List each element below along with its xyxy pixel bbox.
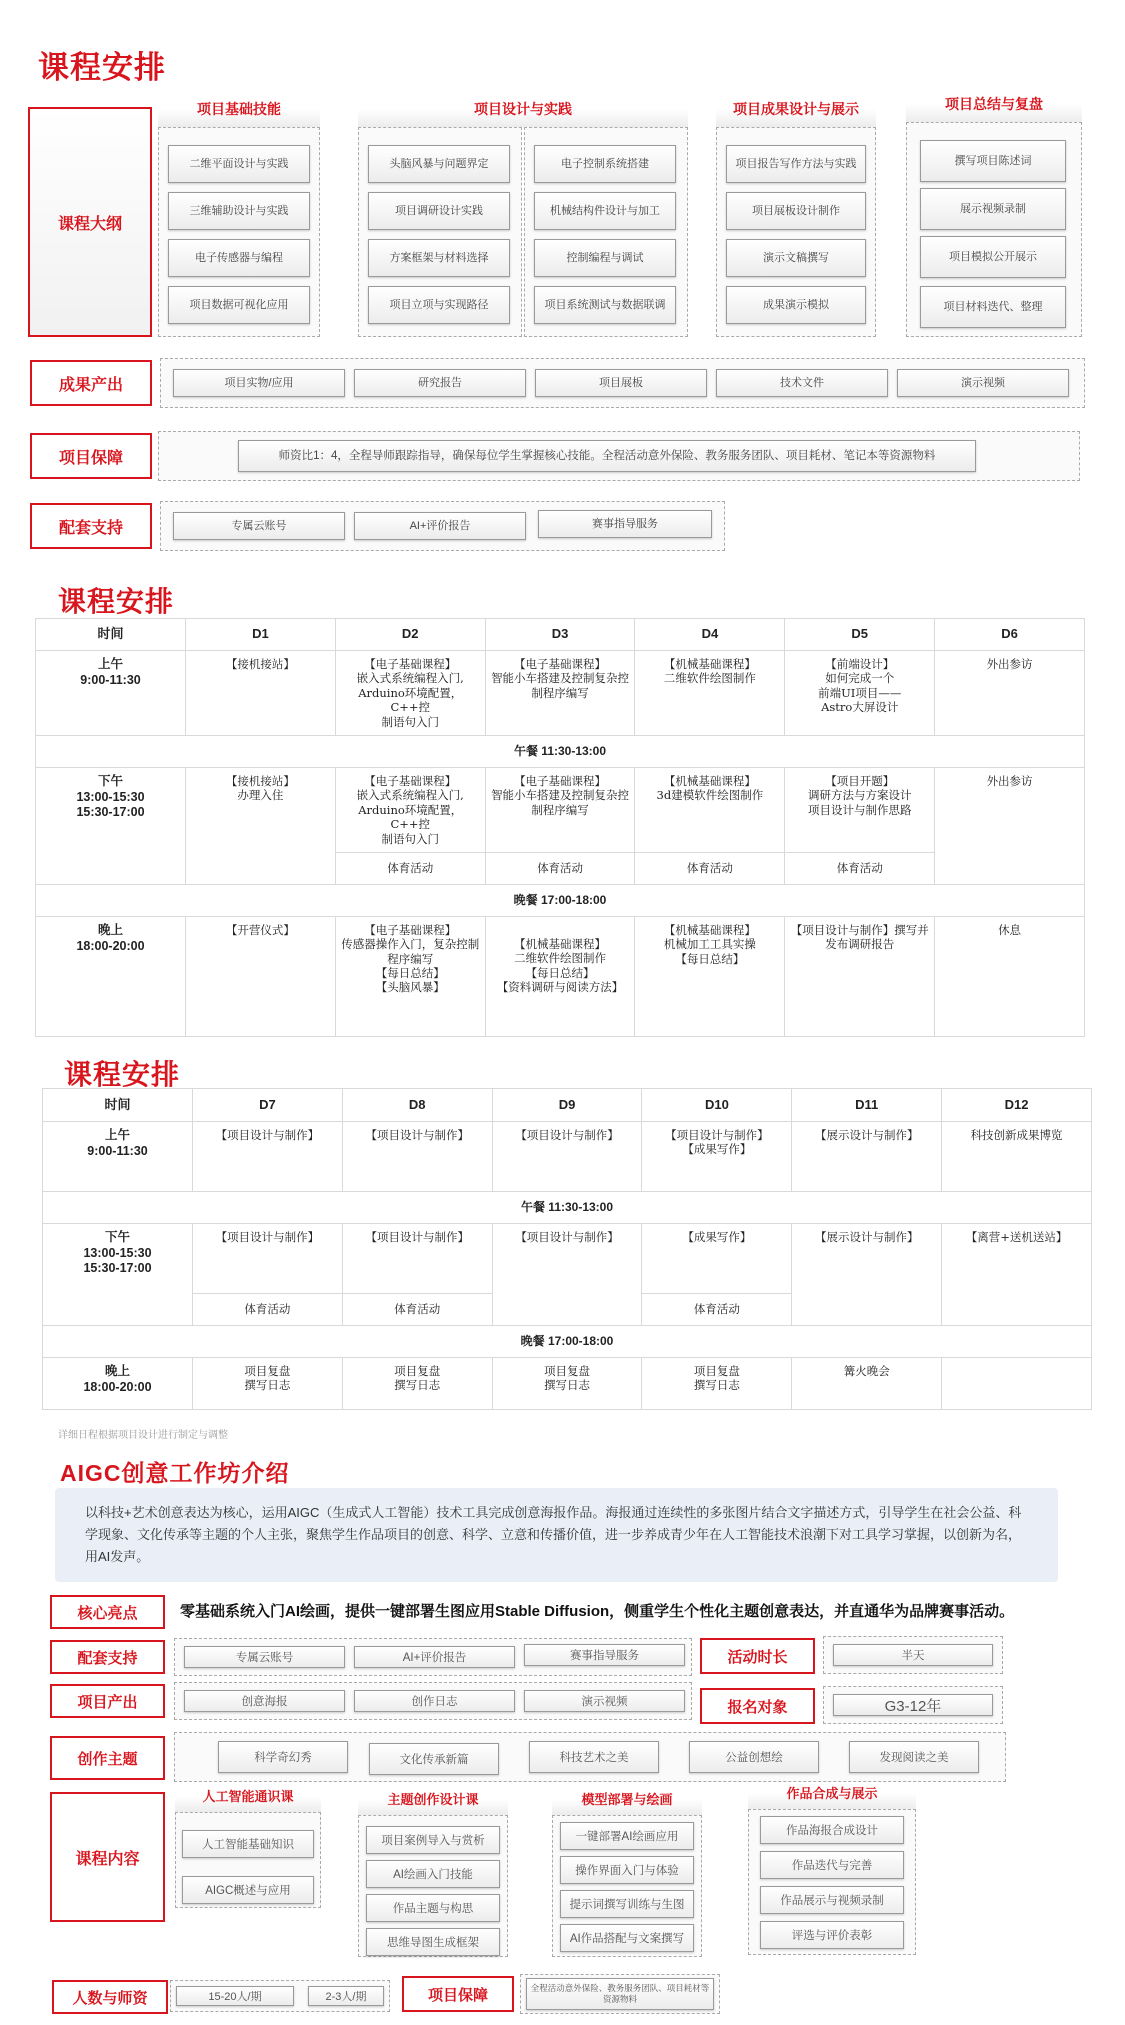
cell: 【前端设计】 如何完成一个 前端UI项目—— Astro大屏设计 [785, 651, 935, 736]
support-item: 专属云账号 [173, 512, 345, 540]
cell: 项目复盘 撰写日志 [642, 1358, 792, 1410]
page-title: 课程安排 [38, 50, 166, 85]
outline-item: 电子传感器与编程 [168, 239, 310, 277]
label-outline: 课程大纲 [28, 107, 152, 337]
outline-item: 项目报告写作方法与实践 [726, 145, 866, 183]
col-title-design: 项目设计与实践 [358, 97, 688, 127]
aigc-col-title: 模型部署与绘画 [552, 1789, 702, 1815]
sports-cell: 体育活动 [335, 852, 485, 884]
cell: 外出参访 [935, 768, 1085, 885]
aigc-title: AIGC创意工作坊介绍 [60, 1460, 290, 1486]
cell: 【展示设计与制作】 [792, 1122, 942, 1192]
aigc-item: AI绘画入门技能 [366, 1860, 500, 1888]
outline-item: 展示视频录制 [920, 188, 1066, 230]
teacher-count: 2-3人/期 [308, 1986, 384, 2006]
label-target: 报名对象 [700, 1688, 815, 1724]
label-output: 成果产出 [30, 360, 152, 406]
outline-item: 电子控制系统搭建 [534, 145, 676, 183]
aigc-intro: 以科技+艺术创意表达为核心，运用AIGC（生成式人工智能）技术工具完成创意海报作品。海报通过连续性的多张图片结合文字描述方式，引导学生在社会公益、科学现象、文化传承等主题的个人主张，聚焦学生作品项目的创意、科学、立意和传播价值，进一步养成青少年在人工智能技术浪潮下对工具学习掌握，以创新为名，用AI发声。 [55, 1488, 1058, 1582]
aigc-item: 作品展示与视频录制 [760, 1886, 904, 1914]
cell: 【展示设计与制作】 [792, 1224, 942, 1326]
cell: 【接机接站】 [186, 651, 336, 736]
support-item: 专属云账号 [184, 1646, 345, 1668]
aigc-item: 作品海报合成设计 [760, 1816, 904, 1844]
cell: 【电子基础课程】 智能小车搭建及控制复杂控 制程序编写 [485, 768, 635, 853]
outline-item: 项目系统测试与数据联调 [534, 286, 676, 324]
lunch-break: 午餐 11:30-13:00 [43, 1192, 1092, 1224]
outline-item: 方案框架与材料选择 [368, 239, 510, 277]
cell: 【电子基础课程】 嵌入式系统编程入门, Arduino环境配置，C++控 制语句入门 [335, 651, 485, 736]
aigc-item: 评选与评价表彰 [760, 1921, 904, 1949]
outline-item: 机械结构件设计与加工 [534, 192, 676, 230]
outline-item: 三维辅助设计与实践 [168, 192, 310, 230]
label-theme: 创作主题 [50, 1736, 165, 1780]
theme-item: 文化传承新篇 [369, 1743, 499, 1775]
cell: 【项目设计与制作】 [492, 1122, 642, 1192]
aigc-item: 项目案例导入与赏析 [366, 1826, 500, 1854]
time-pm: 下午 13:00-15:30 15:30-17:00 [36, 768, 186, 885]
cell: 【项目设计与制作】 [193, 1224, 343, 1294]
cell: 休息 [935, 916, 1085, 1036]
cell: 【电子基础课程】 嵌入式系统编程入门, Arduino环境配置，C++控 制语句入门 [335, 768, 485, 853]
label-support: 配套支持 [30, 503, 152, 549]
col-title-review: 项目总结与复盘 [906, 92, 1082, 122]
output-item: 研究报告 [354, 369, 526, 397]
outline-item: 头脑风暴与问题界定 [368, 145, 510, 183]
cell: 【项目设计与制作】 [193, 1122, 343, 1192]
cell: 【项目开题】 调研方法与方案设计 项目设计与制作思路 [785, 768, 935, 853]
cell: 【项目设计与制作】 [342, 1122, 492, 1192]
outline-item: 项目展板设计制作 [726, 192, 866, 230]
guarantee-text: 全程活动意外保险、教务服务团队、项目耗材等资源物料 [526, 1978, 714, 2010]
dinner-break: 晚餐 17:00-18:00 [36, 884, 1085, 916]
cell: 【接机接站】 办理入住 [186, 768, 336, 885]
theme-item: 科技艺术之美 [529, 1741, 659, 1773]
label-support: 配套支持 [50, 1640, 165, 1674]
th-day: D6 [935, 619, 1085, 651]
sports-cell: 体育活动 [785, 852, 935, 884]
cell: 外出参访 [935, 651, 1085, 736]
output-item: 演示视频 [524, 1690, 685, 1712]
support-item: 赛事指导服务 [538, 510, 712, 538]
th-day: D1 [186, 619, 336, 651]
sports-cell: 体育活动 [342, 1294, 492, 1326]
aigc-col-title: 主题创作设计课 [358, 1789, 508, 1815]
label-highlight: 核心亮点 [50, 1595, 165, 1629]
th-day: D7 [193, 1089, 343, 1122]
time-am: 上午 9:00-11:30 [43, 1122, 193, 1192]
support-item: 赛事指导服务 [524, 1644, 685, 1666]
support-item: AI+评价报告 [354, 512, 526, 540]
schedule-title-2: 课程安排 [64, 1059, 181, 1090]
cell: 篝火晚会 [792, 1358, 942, 1410]
sports-cell: 体育活动 [485, 852, 635, 884]
th-day: D4 [635, 619, 785, 651]
output-item: 创作日志 [354, 1690, 515, 1712]
cell: 【机械基础课程】 二维软件绘图制作 [635, 651, 785, 736]
time-pm: 下午 13:00-15:30 15:30-17:00 [43, 1224, 193, 1326]
th-day: D8 [342, 1089, 492, 1122]
cell: 【电子基础课程】 智能小车搭建及控制复杂控 制程序编写 [485, 651, 635, 736]
outline-item: 控制编程与调试 [534, 239, 676, 277]
th-time: 时间 [36, 619, 186, 651]
cell: 【离营+送机送站】 [942, 1224, 1092, 1326]
cell: 【机械基础课程】 3d建模软件绘图制作 [635, 768, 785, 853]
cell: 科技创新成果博览 [942, 1122, 1092, 1192]
aigc-item: 思维导图生成框架 [366, 1928, 500, 1956]
aigc-col-title: 作品合成与展示 [748, 1783, 916, 1809]
cell: 【电子基础课程】 传感器操作入门，复杂控制 程序编写 【每日总结】 【头脑风暴】 [335, 916, 485, 1036]
th-day: D2 [335, 619, 485, 651]
support-item: AI+评价报告 [354, 1646, 515, 1668]
cell: 【项目设计与制作】 [492, 1224, 642, 1326]
cell: 【机械基础课程】 机械加工工具实操 【每日总结】 [635, 916, 785, 1036]
target-value: G3-12年 [833, 1694, 993, 1716]
th-day: D12 [942, 1089, 1092, 1122]
outline-item: 演示文稿撰写 [726, 239, 866, 277]
th-time: 时间 [43, 1089, 193, 1122]
label-duration: 活动时长 [700, 1638, 815, 1674]
highlight-text: 零基础系统入门AI绘画，提供一键部署生图应用Stable Diffusion，侧重学生个性化主题创意表达，并直通华为品牌赛事活动。 [180, 1603, 1015, 1620]
aigc-item: 提示词撰写训练与生图 [560, 1890, 694, 1918]
outline-item: 撰写项目陈述词 [920, 140, 1066, 182]
outline-item: 项目调研设计实践 [368, 192, 510, 230]
col-title-showcase: 项目成果设计与展示 [716, 97, 876, 127]
cell: 【机械基础课程】 二维软件绘图制作 【每日总结】 【资料调研与阅读方法】 [485, 916, 635, 1036]
output-item: 项目实物/应用 [173, 369, 345, 397]
th-day: D11 [792, 1089, 942, 1122]
cell: 项目复盘 撰写日志 [492, 1358, 642, 1410]
output-item: 创意海报 [184, 1690, 345, 1712]
aigc-item: 操作界面入门与体验 [560, 1856, 694, 1884]
label-output: 项目产出 [50, 1684, 165, 1718]
theme-item: 公益创想绘 [689, 1741, 819, 1773]
cell: 项目复盘 撰写日志 [193, 1358, 343, 1410]
cell: 【项目设计与制作】撰写并 发布调研报告 [785, 916, 935, 1036]
col-title-basic: 项目基础技能 [158, 97, 320, 127]
duration-value: 半天 [833, 1644, 993, 1666]
schedule-note: 详细日程根据项目设计进行制定与调整 [58, 1430, 228, 1441]
outline-item: 二维平面设计与实践 [168, 145, 310, 183]
label-guarantee: 项目保障 [402, 1976, 514, 2012]
aigc-item: 作品迭代与完善 [760, 1851, 904, 1879]
outline-item: 项目数据可视化应用 [168, 286, 310, 324]
guarantee-text: 师资比1：4，全程导师跟踪指导，确保每位学生掌握核心技能。全程活动意外保险、教务服务团队、项目耗材、笔记本等资源物料 [238, 440, 976, 472]
output-item: 技术文件 [716, 369, 888, 397]
aigc-col-title: 人工智能通识课 [175, 1786, 321, 1812]
cell [942, 1358, 1092, 1410]
outline-item: 项目模拟公开展示 [920, 236, 1066, 278]
cell: 项目复盘 撰写日志 [342, 1358, 492, 1410]
schedule-table-2 [42, 1088, 1092, 1410]
time-am: 上午 9:00-11:30 [36, 651, 186, 736]
th-day: D10 [642, 1089, 792, 1122]
schedule-title-1: 课程安排 [58, 586, 175, 617]
time-eve: 晚上 18:00-20:00 [36, 916, 186, 1036]
aigc-item: 一键部署AI绘画应用 [560, 1822, 694, 1850]
sports-cell: 体育活动 [642, 1294, 792, 1326]
label-people: 人数与师资 [52, 1980, 168, 2014]
label-content: 课程内容 [50, 1792, 165, 1922]
output-item: 演示视频 [897, 369, 1069, 397]
aigc-item: 人工智能基础知识 [182, 1830, 314, 1858]
th-day: D5 [785, 619, 935, 651]
outline-item: 成果演示模拟 [726, 286, 866, 324]
cell: 【项目设计与制作】 [342, 1224, 492, 1294]
sports-cell: 体育活动 [193, 1294, 343, 1326]
cell: 【开营仪式】 [186, 916, 336, 1036]
lunch-break: 午餐 11:30-13:00 [36, 736, 1085, 768]
th-day: D9 [492, 1089, 642, 1122]
theme-item: 发现阅读之美 [849, 1741, 979, 1773]
outline-item: 项目立项与实现路径 [368, 286, 510, 324]
cell: 【项目设计与制作】 【成果写作】 [642, 1122, 792, 1192]
aigc-item: 作品主题与构思 [366, 1894, 500, 1922]
output-item: 项目展板 [535, 369, 707, 397]
schedule-table-1 [35, 618, 1085, 1037]
time-eve: 晚上 18:00-20:00 [43, 1358, 193, 1410]
aigc-item: AIGC概述与应用 [182, 1876, 314, 1904]
outline-item: 项目材料迭代、整理 [920, 286, 1066, 328]
sports-cell: 体育活动 [635, 852, 785, 884]
label-guarantee: 项目保障 [30, 433, 152, 479]
theme-item: 科学奇幻秀 [218, 1741, 348, 1773]
people-count: 15-20人/期 [176, 1986, 294, 2006]
dinner-break: 晚餐 17:00-18:00 [43, 1326, 1092, 1358]
cell: 【成果写作】 [642, 1224, 792, 1294]
aigc-item: AI作品搭配与文案撰写 [560, 1924, 694, 1952]
th-day: D3 [485, 619, 635, 651]
